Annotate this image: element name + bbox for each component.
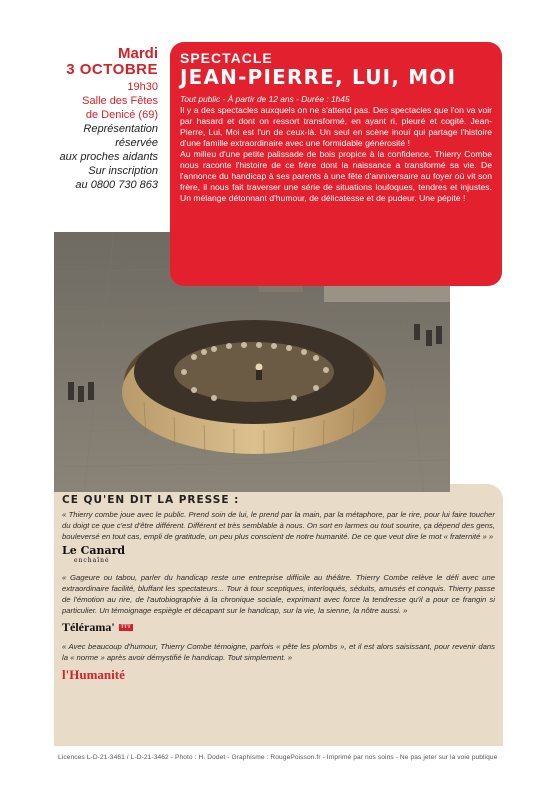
canard-logo-text: Le Canard xyxy=(62,544,126,557)
access-note: Sur inscription xyxy=(88,165,158,177)
venue-line: Salle des Fêtes xyxy=(82,95,158,107)
event-title: JEAN-PIERRE, LUI, MOI xyxy=(180,65,457,89)
event-time: 19h30 xyxy=(127,81,158,93)
event-description: Il y a des spectacles auxquels on ne s'attend pas. Des spectacles que l'on va voir par hasard et dont on ressort transformé, en ayant ri, pleuré et cogité. Jean-Pierre, Lui, Moi est l'un de ceux-là. Un seul en scène inouï qui partage l'histoire d'une famille extraordinaire avec une formidable générosité ! xyxy=(180,105,492,148)
access-note: réservée xyxy=(115,137,158,149)
event-date: 3 OCTOBRE xyxy=(66,61,158,78)
event-description: Au milieu d'une petite palissade de bois propice à la confidence, Thierry Combe nous raconte l'histoire de ce frère dont la naissance a transformé sa vie. De l'annonce du handicap à ses parents à une fête d'anniversaire au foyer où vit son frère, il nous fait traverser une série de situations loufoques, tendres et injustes. Un mélange détonnant d'humour, de délicatesse et de pudeur. Une pépite ! xyxy=(180,149,492,203)
telerama-logo xyxy=(62,620,133,635)
footer-credits: Licences L-D-21-3461 / L-D-21-3462 - Photo : H. Dodet - Graphisme : RougePoisson.fr - Imprimé par nos soins - Ne pas jeter sur la voie publique xyxy=(58,754,498,761)
event-day: Mardi xyxy=(117,45,158,62)
event-kicker: SPECTACLE xyxy=(180,50,273,66)
access-note: Représentation xyxy=(83,123,158,135)
press-quote: « Thierry combe joue avec le public. Prend soin de lui, le prend par la main, par la métaphore, par le rire, pour lui faire toucher du doigt ce que c'est d'être différent. Différent et très semblable à nous. On sort en larmes ou tout sourire, ça dépend des gens, bouleversé en tout cas, empli de gratitude, un peu plus conscient de notre humanité. De ce que veut dire le mot « fraternité » » xyxy=(62,510,495,541)
venue-line: de Denicé (69) xyxy=(85,109,158,121)
press-heading: CE QU'EN DIT LA PRESSE : xyxy=(62,494,240,506)
press-section xyxy=(54,484,503,746)
event-meta: Tout public - À partir de 12 ans - Durée : 1h45 xyxy=(180,94,350,104)
phone-number: au 0800 730 863 xyxy=(75,179,158,191)
event-info xyxy=(52,46,158,192)
press-quote: « Avec beaucoup d'humour, Thierry Combe témoigne, parfois « pête les plombs », et il est alors saisissant, pour revenir dans la « norme » après avoir démystifié le handicap. Tout simplement. » xyxy=(62,642,495,662)
telerama-logo-text: Télérama' xyxy=(62,620,115,634)
humanite-logo: l'Humanité xyxy=(62,667,125,682)
access-note: aux proches aidants xyxy=(59,151,158,163)
canard-logo-subtext: enchaîné xyxy=(74,557,110,564)
telerama-rating-badge: TTT xyxy=(120,625,131,630)
event-card xyxy=(170,42,502,286)
canard-enchaine-logo xyxy=(62,546,495,566)
press-quote: « Gageure ou tabou, parler du handicap reste une entreprise difficile au théâtre. Thierry Combe relève le défi avec une extraordinaire facilité, bluffant les spectateurs... Tour à tour sceptiques, interloqués, séduits, amusés et conquis. Thierry passe de l'émotion au rire, de l'autobiographie à la chronique sociale, exprimant avec force la tendresse qu'il a pour ce frangin si particulier. Un témoignage espiègle et décapant sur le handicap, sur la vie, la sienne, la nôtre aussi. » xyxy=(62,573,495,615)
